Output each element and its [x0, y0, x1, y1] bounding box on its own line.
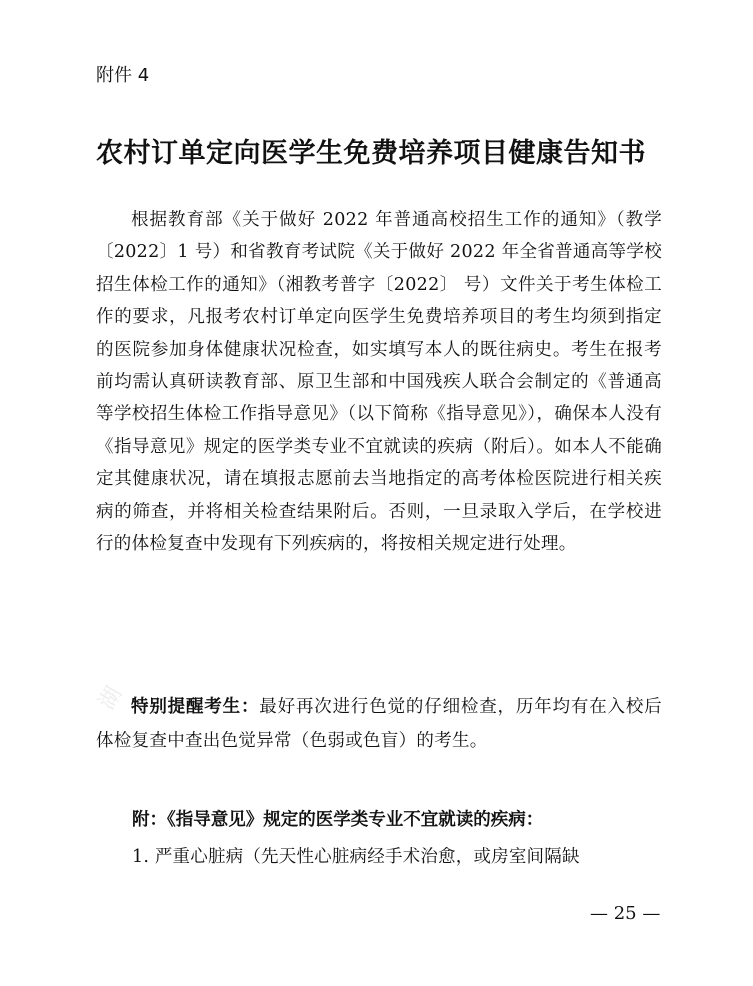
attachment-label: 附件 4 [96, 65, 150, 86]
reminder-label: 特别提醒考生： [131, 697, 260, 717]
list-item: 1. 严重心脏病（先天性心脏病经手术治愈，或房室间隔缺 [132, 847, 580, 867]
special-reminder [96, 690, 662, 758]
document-title: 农村订单定向医学生免费培养项目健康告知书 [96, 138, 646, 169]
appendix-heading: 附：《指导意见》规定的医学类专业不宜就读的疾病： [132, 810, 544, 830]
watermark: 湖 [94, 682, 128, 715]
page-number: — 25 — [590, 903, 661, 924]
body-paragraph: 根据教育部《关于做好 2022 年普通高校招生工作的通知》（教学〔2022〕1 号）和省教育考试院《关于做好 2022 年全省普通高等学校招生体检工作的通知》（湘教考普字〔2022〕 号）文件关于考生体检工作的要求，凡报考农村订单定向医学生免费培养项目的考生均须到指定的医院参加身体健康状况检查，如实填写本人的既往病史。考生在报考前均需认真研读教育部、原卫生部和中国残疾人联合会制定的《普通高等学校招生体检工作指导意见》（以下简称《指导意见》），确保本人没有《指导意见》规定的医学类专业不宜就读的疾病（附后）。如本人不能确定其健康状况，请在填报志愿前去当地指定的高考体检医院进行相关疾病的筛查，并将相关检查结果附后。否则，一旦录取入学后，在学校进行的体检复查中发现有下列疾病的，将按相关规定进行处理。 [96, 210, 662, 555]
reminder-text: 最好再次进行色觉的仔细检查，历年均有在入校后体检复查中查出色觉异常（色弱或色盲）的考生。 [96, 697, 662, 751]
